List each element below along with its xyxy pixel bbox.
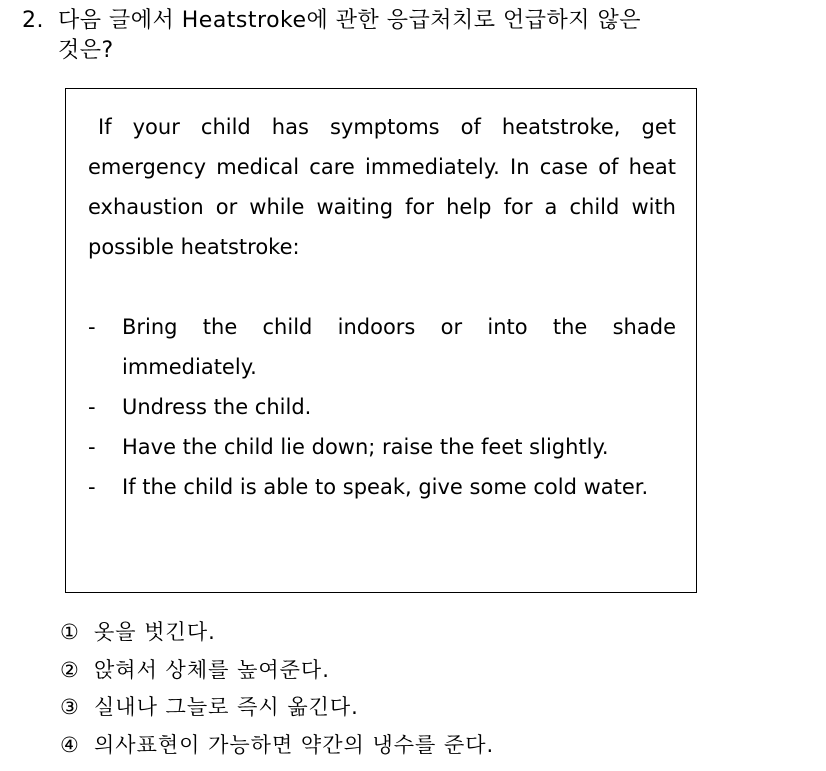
passage-content [88,107,676,507]
passage-bullet-item [88,467,676,507]
bullet-text: Bring the child indoors or into the shade immediately. [122,315,676,379]
passage-bullet-list [88,307,676,507]
bullet-text: If the child is able to speak, give some cold water. [122,475,649,499]
question-text-line1: 다음 글에서 Heatstroke에 관한 응급처치로 언급하지 않은 [58,8,642,33]
option-marker: ② [60,657,80,682]
option-text: 실내나 그늘로 즉시 옮긴다. [94,695,359,719]
question-text-line2: 것은? [58,38,114,63]
passage-bullet-item [88,387,676,427]
answer-option-3[interactable] [60,689,494,727]
answer-option-4[interactable] [60,727,494,765]
option-marker: ④ [60,732,80,757]
option-text: 앉혀서 상체를 높여준다. [94,657,330,682]
option-marker: ③ [60,695,80,719]
option-marker: ① [60,620,80,644]
bullet-dash: - [88,315,96,339]
option-text: 의사표현이 가능하면 약간의 냉수를 준다. [94,732,495,757]
passage-bullet-item [88,307,676,387]
answer-options [60,614,494,764]
question-prompt [22,6,802,66]
passage-bullet-item [88,427,676,467]
bullet-text: Have the child lie down; raise the feet slightly. [122,435,609,459]
option-text: 옷을 벗긴다. [94,620,216,644]
passage-box [65,88,697,593]
bullet-text: Undress the child. [122,395,312,419]
bullet-dash: - [88,395,96,419]
answer-option-2[interactable] [60,652,494,690]
answer-option-1[interactable] [60,614,494,652]
bullet-dash: - [88,475,96,499]
passage-intro: If your child has symptoms of heatstroke, get emergency medical care immediately. In case of heat exhaustion or while waiting for help for a child with possible heatstroke: [88,115,676,259]
bullet-dash: - [88,435,96,459]
question-number: 2. [22,8,44,33]
